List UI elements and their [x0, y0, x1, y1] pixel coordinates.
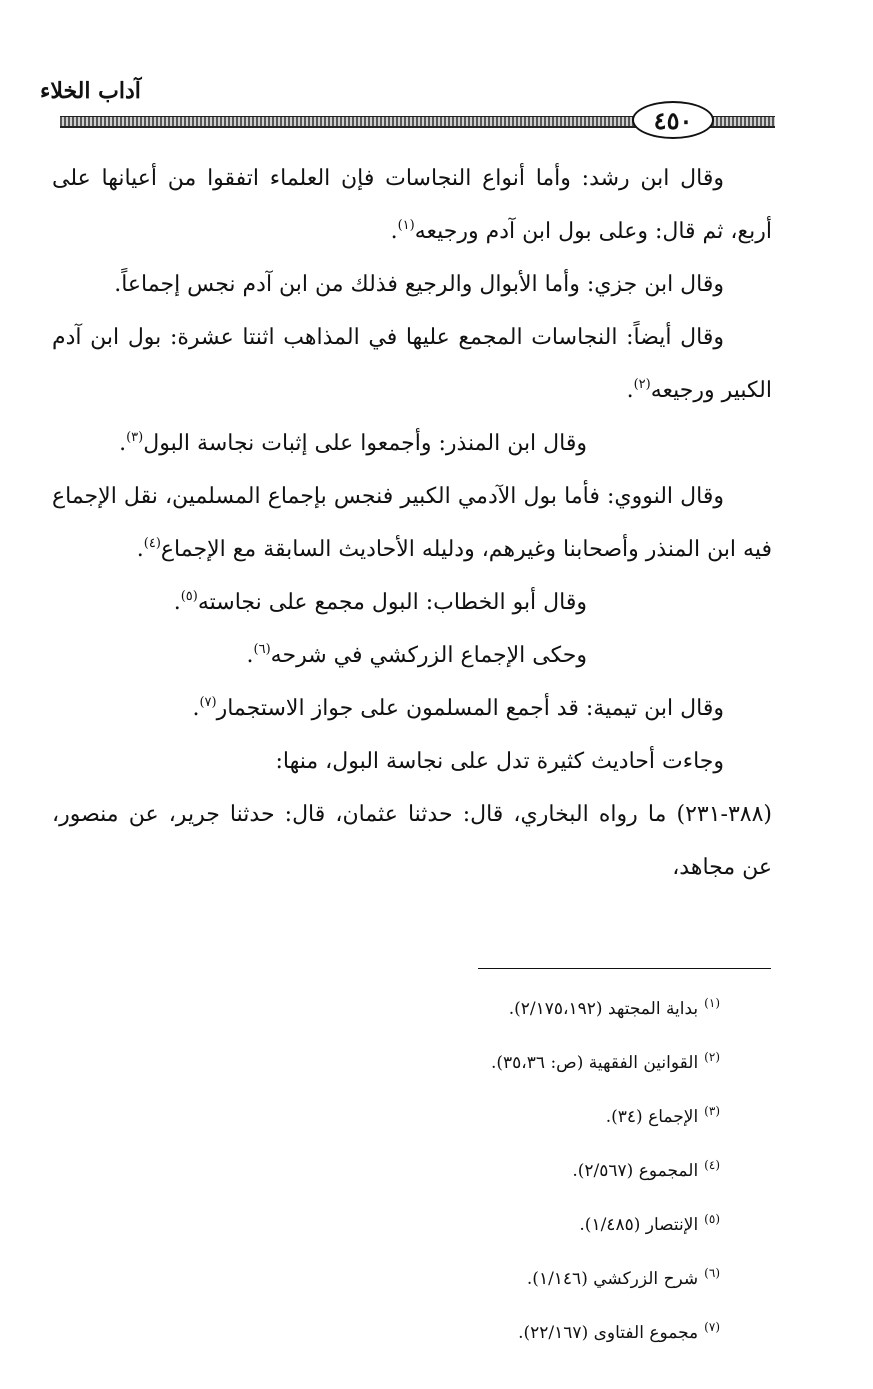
page-number: ٤٥٠	[632, 101, 714, 139]
paragraph-tail: .	[119, 431, 127, 456]
footnote-number: (٤)	[704, 1158, 720, 1172]
paragraph-text: وقال ابن جزي: وأما الأبوال والرجيع فذلك من ابن آدم نجس إجماعاً.	[114, 272, 724, 297]
paragraph-also	[52, 311, 772, 417]
paragraph-text: وقال النووي: فأما بول الآدمي الكبير فنجس بإجماع المسلمين، نقل الإجماع فيه ابن المنذر وأصحابنا وغيرهم، ودليله الأحاديث السابقة مع الإجماع	[52, 484, 772, 562]
paragraph-text: وحكى الإجماع الزركشي في شرحه	[270, 643, 587, 668]
footnote-number: (٣)	[704, 1104, 720, 1118]
paragraph-text: وقال ابن رشد: وأما أنواع النجاسات فإن العلماء اتفقوا من أعيانها على أربع، ثم قال: وعلى بول ابن آدم ورجيعه	[52, 166, 772, 244]
paragraph-tail: .	[173, 590, 181, 615]
footnote-item	[52, 1306, 720, 1360]
footnote-text: الإنتصار (١/٤٨٥).	[579, 1215, 699, 1235]
footnote-item	[52, 1144, 720, 1198]
footnote-text: القوانين الفقهية (ص: ٣٥،٣٦).	[490, 1053, 699, 1073]
paragraph-ibn-taymiyya	[52, 682, 772, 735]
footnote-number: (٧)	[704, 1320, 720, 1334]
paragraph-ibn-rushd	[52, 152, 772, 258]
paragraph-tail: .	[626, 378, 634, 403]
paragraph-tail: .	[192, 696, 200, 721]
paragraph-hadiths-intro	[52, 735, 772, 788]
paragraph-tail: .	[390, 219, 398, 244]
footnote-item	[52, 1090, 720, 1144]
footnote-number: (٢)	[704, 1050, 720, 1064]
footnote-item	[52, 1252, 720, 1306]
paragraph-text: وقال أيضاً: النجاسات المجمع عليها في المذاهب اثنتا عشرة: بول ابن آدم الكبير ورجيعه	[52, 325, 772, 403]
footnote-number: (٦)	[704, 1266, 720, 1280]
footnote-text: بداية المجتهد (٢/١٧٥،١٩٢).	[508, 999, 699, 1019]
footnote-text: الإجماع (٣٤).	[605, 1107, 699, 1127]
footnote-item	[52, 982, 720, 1036]
paragraph-zarkashi	[52, 629, 772, 682]
paragraph-abu-khattab	[52, 576, 772, 629]
footnote-ref: (٥)	[180, 589, 198, 604]
footnotes	[52, 982, 720, 1360]
paragraph-text: وقال أبو الخطاب: البول مجمع على نجاسته	[197, 590, 587, 615]
footnote-separator	[478, 968, 771, 969]
running-header-title: آداب الخلاء	[40, 78, 141, 104]
paragraph-tail: .	[246, 643, 254, 668]
footnote-ref: (٢)	[633, 377, 651, 392]
footnote-text: المجموع (٢/٥٦٧).	[572, 1161, 699, 1181]
paragraph-text: وقال ابن المنذر: وأجمعوا على إثبات نجاسة البول	[143, 431, 587, 456]
footnote-number: (٥)	[704, 1212, 720, 1226]
paragraph-ibn-juzay	[52, 258, 772, 311]
footnote-number: (١)	[704, 996, 720, 1010]
footnote-ref: (٣)	[126, 430, 144, 445]
paragraph-hadith-bukhari	[52, 788, 772, 894]
footnote-text: مجموع الفتاوى (٢٢/١٦٧).	[518, 1323, 699, 1343]
paragraph-text: وقال ابن تيمية: قد أجمع المسلمون على جواز الاستجمار	[216, 696, 724, 721]
footnote-text: شرح الزركشي (١/١٤٦).	[526, 1269, 699, 1289]
paragraph-tail: .	[136, 537, 144, 562]
paragraph-nawawi	[52, 470, 772, 576]
paragraph-ibn-mundhir	[52, 417, 772, 470]
main-text	[52, 152, 772, 894]
paragraph-text: (٣٨٨-٢٣١) ما رواه البخاري، قال: حدثنا عثمان، قال: حدثنا جرير، عن منصور، عن مجاهد،	[52, 802, 772, 880]
footnote-ref: (٦)	[253, 642, 271, 657]
footnote-item	[52, 1036, 720, 1090]
footnote-item	[52, 1198, 720, 1252]
footnote-ref: (٧)	[199, 695, 217, 710]
footnote-ref: (٤)	[143, 536, 161, 551]
footnote-ref: (١)	[397, 218, 415, 233]
paragraph-text: وجاءت أحاديث كثيرة تدل على نجاسة البول، منها:	[275, 749, 724, 774]
